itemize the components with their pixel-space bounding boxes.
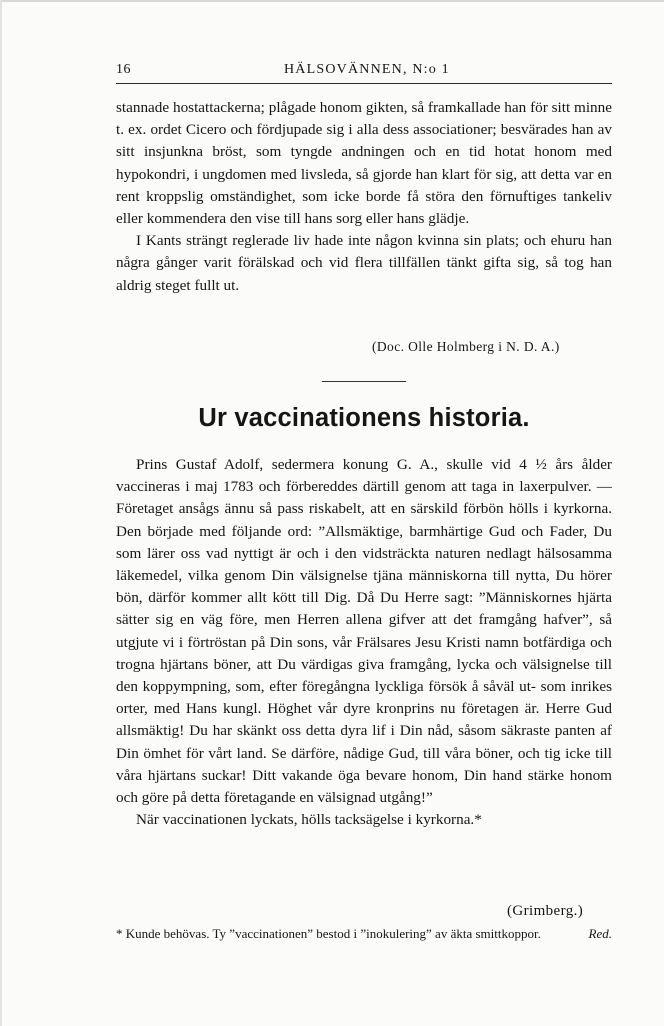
paragraph: När vaccinationen lyckats, hölls tacksägelse i kyrkorna.* [136, 811, 482, 829]
previous-article-citation: (Doc. Olle Holmberg i N. D. A.) [372, 339, 560, 354]
scan-left-edge [0, 0, 2, 1026]
paragraph: stannade hostattackerna; plågade honom gikten, så framkallade han för sitt minne t. ex. ordet Cicero och fördjupade sig i alla dess associationer; besvärades han av sitt insjunkna bröst, som tyngde andningen och en tid hotat honom med hypokondri, i ungdomen med livsleda, så gjorde han klart för sig, att detta var en rent kroppslig omständighet, som icke borde få störa den förnuftiges tankeliv eller kommendera den vise till hans sorg eller hans glädje. [116, 99, 612, 228]
footnote [116, 925, 612, 944]
header-rule [116, 83, 612, 84]
journal-title: HÄLSOVÄNNEN, N:o 1 [284, 62, 450, 77]
section-divider [322, 381, 406, 382]
paragraph: Prins Gustaf Adolf, sedermera konung G. A., skulle vid 4 ½ års ålder vaccineras i maj 1783 och förbereddes därtill genom att taga in laxerpulver. — Företaget ansågs ännu så pass riskabelt, att en särskild förbön hölls i kyrkorna. Den började med följande ord: ”Allsmäktige, barmhärtige Gud och Fader, Du som lärer oss vad nyttigt är och i den vidsträckta naturen nedlagt hälsosamma läkemedel, vilka genom Din välsignelse tjäna människorna till nytta, Du hörer bön, därför kommer allt kött till Dig. Då Du Herre sagt: ”Människornes hjärta sätter sig en väg före, men Herren allena gifver att det framgång hafver”, så utgjute vi i förtröstan på Din sons, vår Frälsares Jesu Kristi namn botfärdiga och trogna hjärtans böner, att Du värdigas giva framgång, lycka och välsignelse till den koppympning, som, efter föregångna lyckliga försök å såväl ut- som inrikes orter, med Hans kungl. Höghet vår dyre kronprins nu företagen är. Herre Gud allsmäktig! Du har skänkt oss detta dyra lif i Din nåd, såsom säkraste panten af Din ömhet för vårt land. Se därföre, nådige Gud, till våra böner, och tig icke till våra hjärtans suckar! Ditt vakande öga bevare honom, Din hand stärke honom och göre på detta företagande en välsignad utgång!” [116, 456, 612, 807]
running-head [116, 62, 612, 82]
page-number: 16 [116, 62, 131, 77]
footnote-text: * Kunde behövas. Ty ”vaccinationen” bestod i ”inokulering” av äkta smittkoppor. [116, 926, 541, 941]
article-citation: (Grimberg.) [507, 903, 584, 919]
paragraph: I Kants strängt reglerade liv hade inte någon kvinna sin plats; och ehuru han några gånger varit förälskad och vid flera tillfällen tänkt gifta sig, så tog han aldrig steget fullt ut. [116, 232, 612, 294]
previous-article-text [116, 97, 612, 297]
footnote-signature: Red. [588, 926, 612, 941]
article-body [116, 454, 612, 831]
scan-top-edge [0, 0, 664, 2]
article-title: Ur vaccinationens historia. [198, 404, 530, 432]
